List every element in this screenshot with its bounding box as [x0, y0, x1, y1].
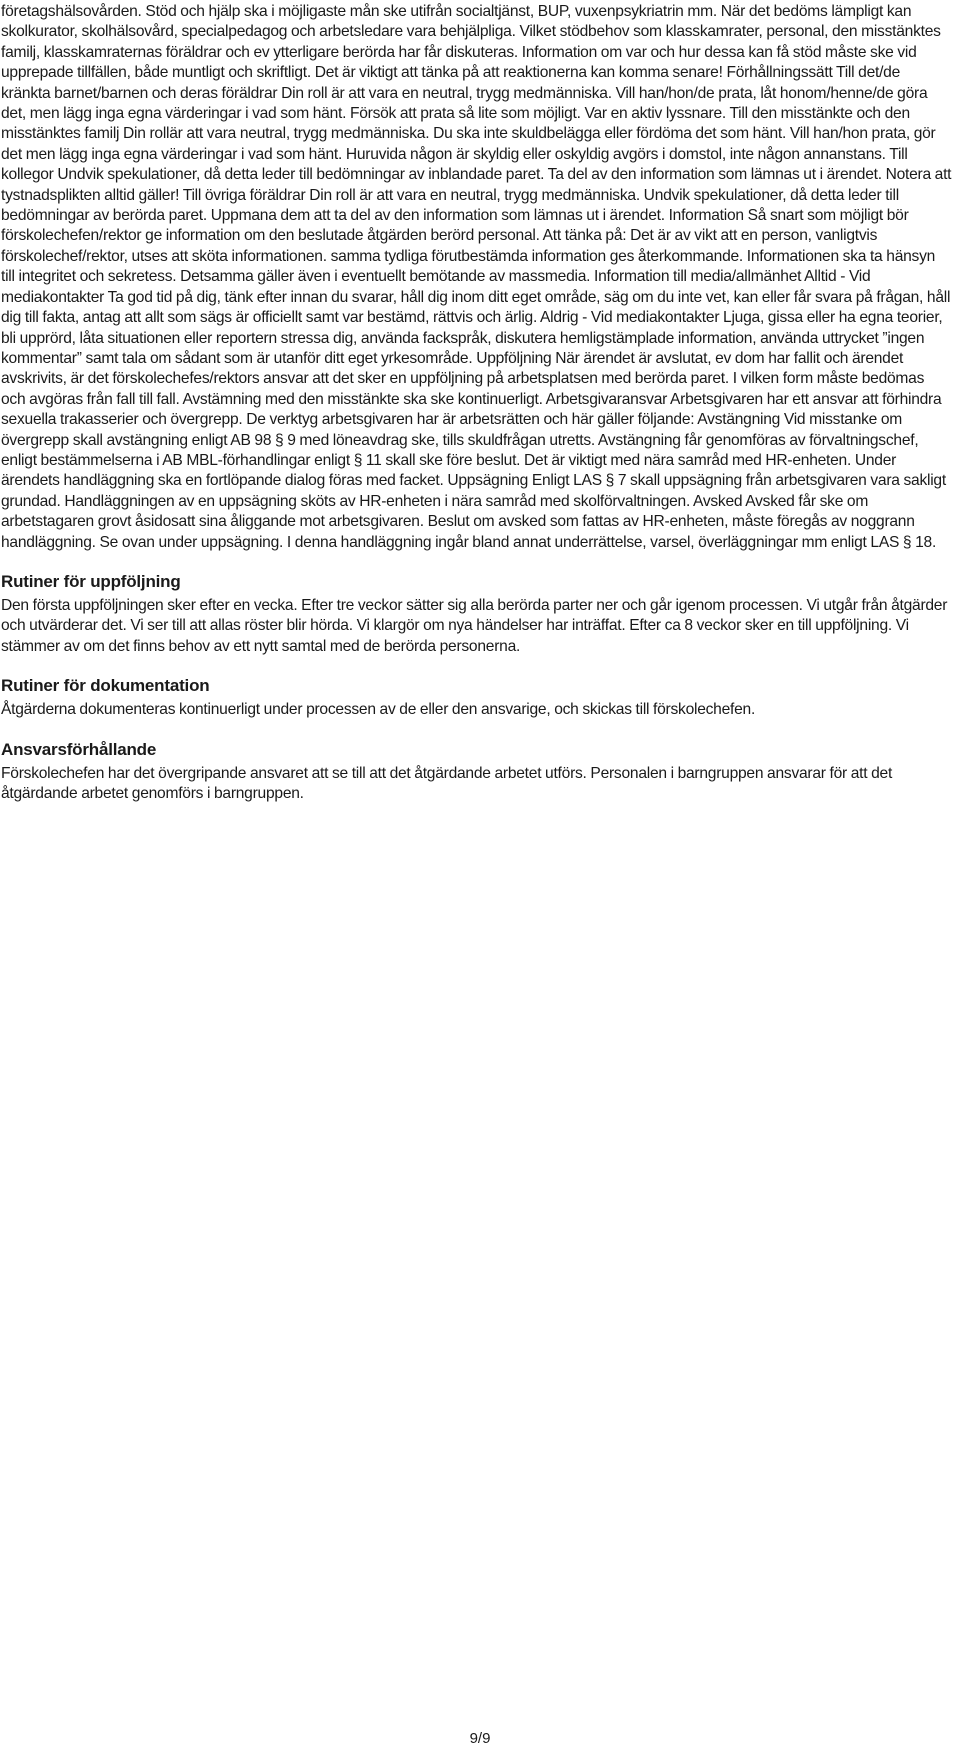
section-heading-dokumentation: Rutiner för dokumentation — [1, 676, 210, 696]
section-text-dokumentation: Åtgärderna dokumenteras kontinuerligt under processen av de eller den ansvarige, och skickas till förskolechefen. — [1, 701, 756, 719]
section-text-uppfoljning: Den första uppföljningen sker efter en vecka. Efter tre veckor sätter sig alla berörda parter ner och går igenom processen. Vi utgår från åtgärder och utvärderar det. Vi ser till att allas röster blir hörda. Vi klargör om nya händelser har inträffat. Efter ca 8 veckor sker en till uppföljning. Vi stämmer av om det finns behov av ett nytt samtal med de berörda personerna. — [1, 596, 948, 655]
section-text-ansvarsforhallande: Förskolechefen har det övergripande ansvaret att se till att det åtgärdande arbetet utförs. Personalen i barngruppen ansvarar för att det åtgärdande arbetet genomförs i barngruppen. — [1, 764, 893, 802]
section-heading-ansvarsforhallande: Ansvarsförhållande — [1, 739, 157, 759]
main-paragraph: företagshälsovården. Stöd och hjälp ska i möjligaste mån ske utifrån socialtjänst, BUP, vuxenpsykriatrin mm. När det bedöms lämpligt kan skolkurator, skolhälsovård, specialpedagog och arbetsledare vara behjälpliga. Vilket stödbehov som klasskamrater, personal, den misstänktes familj, klasskamraternas föräldrar och ev ytterligare berörda har får diskuteras. Information om var och hur dessa kan få stöd måste ske vid upprepade tillfällen, både muntligt och skriftligt. Det är viktigt att tänka på att reaktionerna kan komma senare! Förhållningssätt Till det/de kränkta barnet/barnen och deras föräldrar Din roll är att vara en neutral, trygg medmänniska. Vill han/hon/de prata, låt honom/henne/de göra det, men lägg inga egna värderingar i vad som hänt. Försök att prata så lite som möjligt. Var en aktiv lyssnare. Till den misstänkte och den misstänktes familj Din rollär att vara neutral, trygg medmänniska. Du ska inte skuldbelägga eller fördöma det som hänt. Vill han/hon prata, gör det men lägg inga egna värderingar i vad som hänt. Huruvida någon är skyldig eller oskyldig avgörs i domstol, inte någon annanstans. Till kollegor Undvik spekulationer, då detta leder till bedömningar av inblandade paret. Ta del av den information som lämnas ut i ärendet. Notera att tystnadsplikten alltid gäller! Till övriga föräldrar Din roll är att vara en neutral, trygg medmänniska. Undvik spekulationer, då detta leder till bedömningar av berörda paret. Uppmana dem att ta del av den information som lämnas ut i ärendet. Information Så snart som möjligt bör förskolechefen/rektor ge information om den beslutade åtgärden berörd personal. Att tänka på: Det är av vikt att en person, vanligtvis förskolechef/rektor, utses att sköta informationen. samma tydliga förutbestämda information ges återkommande. Informationen ska ta hänsyn till integritet och sekretess. Detsamma gäller även i eventuellt bemötande av massmedia. Information till media/allmänhet Alltid - Vid mediakontakter Ta god tid på dig, tänk efter innan du svarar, håll dig inom ditt eget område, säg om du inte vet, kan eller får svara på frågan, håll dig till fakta, antag att allt som sägs är officiellt samt var bestämd, rättvis och ärlig. Aldrig - Vid mediakontakter Ljuga, gissa eller ha egna teorier, bli upprörd, låta situationen eller reportern stressa dig, använda fackspråk, diskutera hemligstämplade information, använda uttrycket ”ingen kommentar” samt tala om sådant som är utanför ditt eget yrkesområde. Uppföljning När ärendet är avslutat, ev dom har fallit och ärendet avskrivits, är det förskolechefes/rektors ansvar att det sker en uppföljning på arbetsplatsen med berörda paret. I vilken form måste bedömas och avgöras från fall till fall. Avstämning med den misstänkte ska ske kontinuerligt. Arbetsgivaransvar Arbetsgivaren har ett ansvar att förhindra sexuella trakasserier och övergrepp. De verktyg arbetsgivaren har är arbetsrätten och här gäller följande: Avstängning Vid misstanke om övergrepp skall avstängning enligt AB 98 § 9 med löneavdrag ske, tills skuldfrågan utretts. Avstängning får genomföras av förvaltningschef, enligt bestämmelserna i AB MBL-förhandlingar enligt § 11 skall ske före beslut. Det är viktigt med nära samråd med HR-enheten. Under ärendets handläggning ska en fortlöpande dialog föras med facket. Uppsägning Enligt LAS § 7 skall uppsägning från arbetsgivaren vara sakligt grundad. Handläggningen av en uppsägning sköts av HR-enheten i nära samråd med skolförvaltningen. Avsked Avsked får ske om arbetstagaren grovt åsidosatt sina åliggande mot arbetsgivaren. Beslut om avsked som fattas av HR-enheten, måste föregås av noggrann handläggning. Se ovan under uppsägning. I denna handläggning ingår bland annat underrättelse, varsel, överläggningar mm enligt LAS § 18. — [1, 3, 952, 551]
section-heading-uppfoljning: Rutiner för uppföljning — [1, 571, 181, 591]
page-number: 9/9 — [469, 1730, 491, 1747]
